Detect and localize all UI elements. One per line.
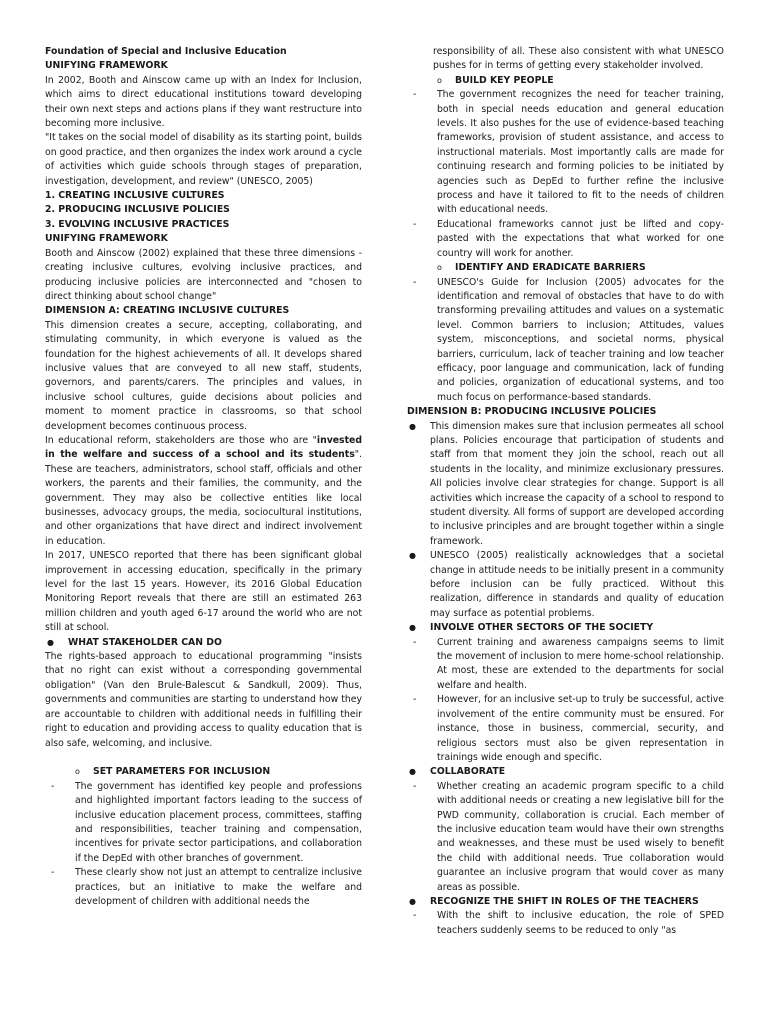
dash-marker: - [413, 910, 417, 922]
item-text: Educational frameworks cannot just be lifted and copy-pasted with the expectations that what worked for one country will work for another. [437, 218, 724, 259]
paragraph-three-dimensions: Booth and Ainscow (2002) explained that these three dimensions - creating inclusive cultures, evolving inclusive practices, and producing inclusive policies are interconnected and "chosen to direct thinking about school change" [45, 247, 362, 302]
heading-what-stakeholder-can-do [45, 636, 362, 650]
paragraph-index-for-inclusion: In 2002, Booth and Ainscow came up with an Index for Inclusion, which aims to direct educational institutions toward developing their own next steps and actions plans if they want restructure into becoming more inclusive. [45, 74, 362, 130]
bullet-item-permeates [407, 420, 724, 550]
dash-item-training-campaigns [407, 636, 724, 694]
continued-text: responsibility of all. These also consistent with what UNESCO pushes for in terms of getting every stakeholder involved. [433, 46, 724, 72]
dash-item-government-identified [45, 780, 362, 866]
heading-text: COLLABORATE [430, 766, 506, 778]
dash-marker: - [413, 276, 417, 288]
document-title: Foundation of Special and Inclusive Education [45, 46, 287, 57]
heading-text: RECOGNIZE THE SHIFT IN ROLES OF THE TEACHERS [430, 895, 699, 907]
list-item-producing-policies: 2. PRODUCING INCLUSIVE POLICIES [45, 204, 230, 216]
paragraph-rights-based-approach: The rights-based approach to educational programming "insists that no right can exist without a corresponding governmental obligation" (Van den Brule-Balescut & Sandkull, 2009). Thus, governments and communities are starting to understand how they are accountable to children with additional needs in fulfilling their right to education and providing access to quality education that is also safe, welcoming, and inclusive. [45, 651, 362, 749]
heading-identify-barriers [407, 261, 724, 275]
dash-marker: - [51, 867, 55, 879]
heading-text: INVOLVE OTHER SECTORS OF THE SOCIETY [430, 622, 654, 634]
right-column [407, 45, 724, 938]
heading-recognize-shift [407, 895, 724, 909]
heading-text: SET PARAMETERS FOR INCLUSION [93, 766, 271, 778]
heading-collaborate [407, 765, 724, 779]
dash-item-unesco-guide [407, 276, 724, 406]
dash-marker: - [51, 780, 55, 792]
bullet-item-societal-change [407, 549, 724, 621]
stakeholders-emphasis: invested in the welfare and success of a school and its students [45, 434, 362, 461]
dash-item-frameworks [407, 218, 724, 261]
bullet-marker: ● [409, 896, 416, 906]
item-text: With the shift to inclusive education, the role of SPED teachers suddenly seems to be reduced to only "as [437, 910, 724, 936]
dash-item-sped-teachers [407, 909, 724, 938]
heading-unifying-framework-2: UNIFYING FRAMEWORK [45, 233, 168, 245]
item-text: Current training and awareness campaigns seems to limit the movement of inclusion to mere home-school relationship. At most, these are extended to the departments for social welfare and health. [437, 636, 724, 691]
dash-marker: - [413, 694, 417, 706]
bullet-marker: ● [47, 637, 54, 647]
spacer [45, 751, 362, 765]
item-text: These clearly show not just an attempt to centralize inclusive practices, but an initiative to make the welfare and development of children with additional needs the [75, 867, 362, 907]
bullet-marker: ● [409, 767, 416, 777]
sub-bullet-marker: o [437, 75, 442, 85]
item-text: Whether creating an academic program specific to a child with additional needs or creating a new legislative bill for the PWD community, collaboration is crucial. Each member of the inclusive education team would have their own strengths and weaknesses, and these must be used wisely to benefit the child with additional needs. True collaboration would guarantee an inclusive program that would cover as many areas as possible. [437, 780, 724, 893]
heading-text: BUILD KEY PEOPLE [455, 74, 554, 86]
heading-dimension-a: DIMENSION A: CREATING INCLUSIVE CULTURES [45, 305, 290, 317]
heading-build-key-people [407, 74, 724, 88]
dash-marker: - [413, 89, 417, 101]
dash-marker: - [413, 218, 417, 230]
dash-item-teacher-training [407, 88, 724, 218]
bullet-marker: ● [409, 551, 416, 561]
heading-unifying-framework: UNIFYING FRAMEWORK [45, 60, 168, 72]
dash-item-collaboration [407, 780, 724, 895]
stakeholders-text-post: ". These are teachers, administrators, school staff, officials and other workers, the parents and their families, the community, and the government. They may also be collective entities like local businesses, advocacy groups, the media, sociocultural institutions, and other organizations that have direct and indirect involvement in education. [45, 449, 362, 547]
item-text: However, for an inclusive set-up to truly be successful, active involvement of the entire community must be ensured. For instance, those in business, commercial, security, and religious sectors must also be given representation in trainings wide enough and specific. [437, 694, 724, 763]
item-text: UNESCO's Guide for Inclusion (2005) advocates for the identification and removal of obstacles that have to do with transforming prevailing attitudes and values on a systematic level. Common barriers to inclusion; Attitudes, values system, misconceptions, and societal norms, physical barriers, curriculum, lack of teacher training and low teacher efficacy, poor language and communication, lack of funding and policies, organization of educational systems, and too much focus on performance-based standards. [437, 276, 724, 403]
heading-text: WHAT STAKEHOLDER CAN DO [68, 636, 222, 648]
left-column [45, 45, 362, 909]
list-item-creating-cultures: 1. CREATING INCLUSIVE CULTURES [45, 190, 225, 202]
dash-item-community-involvement [407, 693, 724, 765]
item-text: UNESCO (2005) realistically acknowledges that a societal change in attitude needs to be initially present in a community before inclusion can be fully practiced. Without this realization, difference in standards and quality of education may surface as potential problems. [430, 550, 724, 619]
bullet-marker: ● [409, 421, 416, 431]
bullet-marker: ● [409, 623, 416, 633]
item-text: The government recognizes the need for teacher training, both in special needs education and general education levels. It also pushes for the use of evidence-based teaching frameworks, provision of student assistance, and access to instructional materials. Most importantly calls are made for continuing research and forming policies to be initiated by agencies such as DepEd to further refine the inclusive process and have it tailored to fit to the needs of children with educational needs. [437, 89, 724, 216]
paragraph-stakeholders [45, 434, 362, 549]
paragraph-dimension-a: This dimension creates a secure, accepting, collaborating, and stimulating community, in which everyone is valued as the foundation for the highest achievements of all. It develops shared inclusive values that are conveyed to all new staff, students, governors, and parents/carers. The principles and values, in inclusive school cultures, guide decisions about policies and moment to moment practice in classrooms, so that school development becomes continuous process. [45, 319, 362, 432]
dash-item-centralize-practices [45, 866, 362, 909]
list-item-evolving-practices: 3. EVOLVING INCLUSIVE PRACTICES [45, 218, 230, 230]
paragraph-unesco-2017: In 2017, UNESCO reported that there has been significant global improvement in accessing education, specifically in the primary level for the last 15 years. However, its 2016 Global Education Monitoring Report reveals that there are still an estimated 263 million children and youth aged 6-17 around the world who are not still at school. [45, 550, 362, 634]
stakeholders-text-pre: In educational reform, stakeholders are those who are " [45, 434, 317, 446]
dash-marker: - [413, 636, 417, 648]
paragraph-social-model-quote: "It takes on the social model of disability as its starting point, builds on good practice, and then organizes the index work around a cycle of activities which guide schools through stages of preparation, investigation, development, and review" (UNESCO, 2005) [45, 132, 362, 187]
heading-involve-other-sectors [407, 621, 724, 635]
sub-bullet-marker: o [75, 767, 80, 777]
heading-dimension-b: DIMENSION B: PRODUCING INCLUSIVE POLICIES [407, 406, 657, 418]
dash-marker: - [413, 780, 417, 792]
sub-bullet-marker: o [437, 263, 442, 273]
item-text: This dimension makes sure that inclusion permeates all school plans. Policies encourage that participation of students and staff from that moment they join the school, reach out all students in the locality, and minimize exclusionary pressures. All policies involve clear strategies for change. Support is all activities which increase the capacity of a school to respond to student diversity. All forms of support are developed according to inclusive principles and are brought together within a single framework. [430, 420, 724, 547]
heading-text: IDENTIFY AND ERADICATE BARRIERS [455, 262, 646, 274]
item-text: The government has identified key people and professions and highlighted important factors leading to the success of inclusive education placement process, committees, staffing and responsibilities, teacher training and compensation, incentives for private sector participations, and collaboration if the DepEd with other branches of government. [75, 780, 362, 864]
heading-set-parameters [45, 765, 362, 779]
